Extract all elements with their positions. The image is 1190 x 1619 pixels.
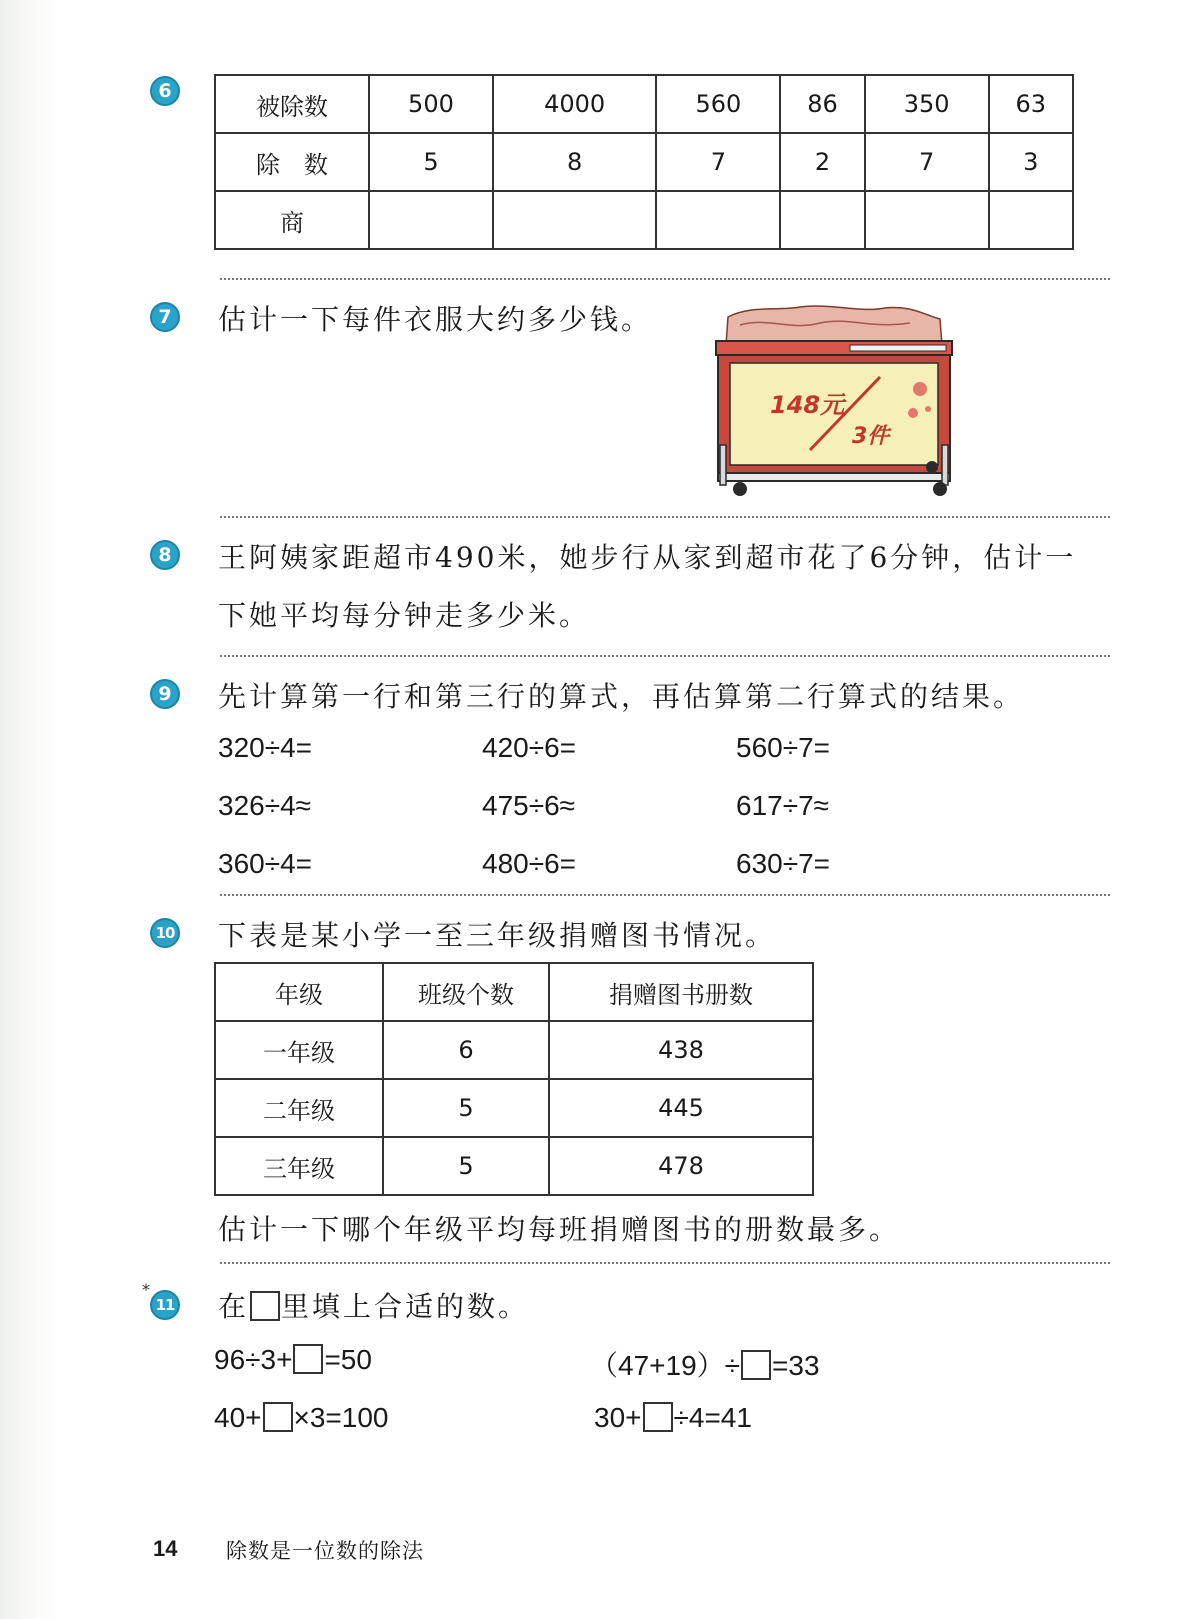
q9-expression: 480÷6= (482, 848, 577, 879)
flower-decoration (913, 382, 927, 396)
equation-left: 40+ (214, 1402, 262, 1433)
q6-answer-cell[interactable] (369, 191, 493, 249)
q9-expression: 475÷6≈ (482, 790, 576, 821)
question-8-number: 8 (158, 544, 172, 566)
q6-answer-cell[interactable] (989, 191, 1073, 249)
q9-expression: 617÷7≈ (736, 790, 830, 821)
q6-cell: 3 (989, 133, 1073, 191)
q11-equation-3 (214, 1402, 389, 1434)
bin-wheel (933, 482, 947, 496)
q10-book-count-cell: 445 (549, 1079, 813, 1137)
section-divider (220, 655, 1110, 657)
q11-equation-1 (214, 1344, 372, 1376)
question-9-number: 9 (158, 683, 172, 705)
q10-header-cell: 班级个数 (383, 963, 549, 1021)
question-8-line-1: 王阿姨家距超市490米，她步行从家到超市花了6分钟，估计一 (218, 541, 1077, 574)
q6-division-table (214, 74, 1074, 250)
clothes-pile-shape (726, 306, 942, 345)
bin-base (718, 473, 950, 481)
q6-cell: 8 (493, 133, 656, 191)
q6-row-label: 被除数 (215, 75, 369, 133)
question-7-badge (150, 302, 180, 332)
question-10-text: 下表是某小学一至三年级捐赠图书情况。 (218, 919, 777, 952)
q10-grade-cell: 一年级 (215, 1021, 383, 1079)
section-divider (220, 894, 1110, 896)
page-edge-shadow (0, 0, 60, 1619)
q10-row (215, 1021, 813, 1079)
question-10-number: 10 (155, 924, 175, 942)
question-6-badge (150, 76, 180, 106)
question-9-text: 先计算第一行和第三行的算式，再估算第二行算式的结果。 (218, 680, 1025, 713)
question-6-number: 6 (158, 80, 172, 102)
chapter-title: 除数是一位数的除法 (226, 1539, 424, 1563)
q11-equation-4 (594, 1402, 752, 1434)
q6-cell: 7 (656, 133, 780, 191)
q6-answer-cell[interactable] (865, 191, 989, 249)
page-number: 14 (153, 1536, 178, 1561)
equation-left: 96÷3+ (214, 1344, 293, 1375)
q10-book-count-cell: 438 (549, 1021, 813, 1079)
equation-right: ÷4=41 (673, 1402, 752, 1433)
q6-cell: 63 (989, 75, 1073, 133)
q11-text-before: 在 (218, 1290, 250, 1323)
bin-leg (942, 445, 948, 485)
question-11-number: 11 (155, 1296, 175, 1314)
q6-cell: 350 (865, 75, 989, 133)
question-9-badge (150, 679, 180, 709)
q6-answer-cell[interactable] (493, 191, 656, 249)
q10-grade-cell: 二年级 (215, 1079, 383, 1137)
price-label: 148元 (770, 391, 845, 419)
q9-expression: 420÷6= (482, 732, 577, 763)
answer-box[interactable] (741, 1350, 771, 1380)
count-label: 3件 (852, 424, 890, 449)
question-7-text: 估计一下每件衣服大约多少钱。 (218, 303, 653, 336)
equation-right: =33 (772, 1350, 820, 1381)
equation-right: ×3=100 (293, 1402, 389, 1433)
question-10-badge (150, 918, 180, 948)
q10-book-count-cell: 478 (549, 1137, 813, 1195)
q11-equation-2 (590, 1344, 820, 1384)
question-7-number: 7 (158, 306, 172, 328)
q9-expression: 630÷7= (736, 848, 831, 879)
flower-decoration (925, 406, 931, 412)
bin-rim-rail (850, 345, 946, 351)
q6-cell: 7 (865, 133, 989, 191)
q10-class-count-cell: 5 (383, 1137, 549, 1195)
question-11-badge (150, 1290, 180, 1320)
bin-wheel (926, 461, 938, 473)
q10-header-cell: 年级 (215, 963, 383, 1021)
equation-left: （47+19）÷ (590, 1350, 741, 1381)
question-8-badge (150, 540, 180, 570)
optional-star-icon: * (142, 1280, 150, 1299)
equation-right: =50 (324, 1344, 372, 1375)
q9-expression: 360÷4= (218, 848, 313, 879)
q11-text-after: 里填上合适的数。 (281, 1290, 530, 1323)
q6-cell: 500 (369, 75, 493, 133)
clothing-bin-illustration (710, 305, 970, 500)
section-divider (220, 278, 1110, 280)
q10-header-cell: 捐赠图书册数 (549, 963, 813, 1021)
answer-box[interactable] (263, 1402, 293, 1432)
answer-box[interactable] (643, 1402, 673, 1432)
question-8-line-2: 下她平均每分钟走多少米。 (218, 599, 591, 632)
q10-row (215, 1079, 813, 1137)
q6-row-quotient (215, 191, 1073, 249)
equation-left: 30+ (594, 1402, 642, 1433)
q6-row-label: 除 数 (215, 133, 369, 191)
q10-header-row (215, 963, 813, 1021)
q9-expression: 320÷4= (218, 732, 313, 763)
section-divider (220, 516, 1110, 518)
q6-cell: 5 (369, 133, 493, 191)
bin-leg (720, 445, 726, 485)
q6-answer-cell[interactable] (780, 191, 864, 249)
q10-class-count-cell: 5 (383, 1079, 549, 1137)
q6-cell: 4000 (493, 75, 656, 133)
flower-decoration (908, 408, 918, 418)
question-11-text (218, 1285, 529, 1325)
question-10-followup: 估计一下哪个年级平均每班捐赠图书的册数最多。 (218, 1213, 901, 1246)
q10-grade-cell: 三年级 (215, 1137, 383, 1195)
q6-cell: 86 (780, 75, 864, 133)
q6-cell: 560 (656, 75, 780, 133)
q10-class-count-cell: 6 (383, 1021, 549, 1079)
q6-answer-cell[interactable] (656, 191, 780, 249)
answer-box[interactable] (293, 1344, 323, 1374)
q6-row-divisor (215, 133, 1073, 191)
q6-row-label: 商 (215, 191, 369, 249)
q10-donation-table (214, 962, 814, 1196)
q10-row (215, 1137, 813, 1195)
q9-expression: 560÷7= (736, 732, 831, 763)
section-divider (220, 1262, 1110, 1264)
bin-wheel (733, 482, 747, 496)
q9-expression: 326÷4≈ (218, 790, 312, 821)
blank-box-icon (250, 1291, 280, 1321)
q6-row-dividend (215, 75, 1073, 133)
q6-cell: 2 (780, 133, 864, 191)
